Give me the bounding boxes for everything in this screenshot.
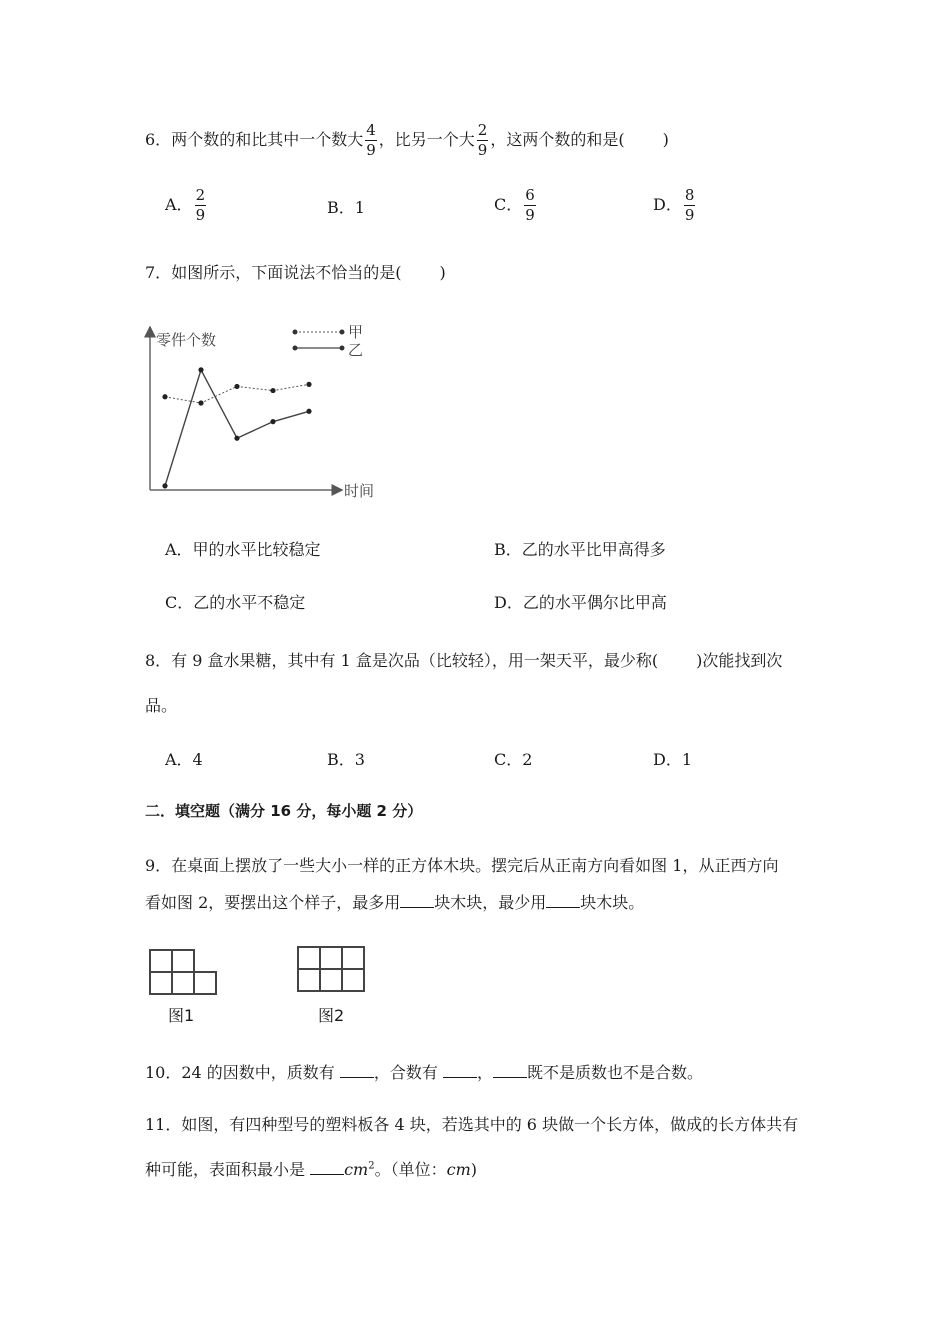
x-axis-label: 时间	[344, 482, 375, 500]
q7-option-a[interactable]: A．甲的水平比较稳定	[165, 540, 321, 559]
q6-option-b-label: B．	[327, 198, 355, 217]
q11-text-a: 种可能，表面积最小是	[145, 1160, 311, 1179]
q6-option-c-numerator: 6	[525, 186, 535, 204]
fig2-block	[342, 969, 364, 991]
q9-figure-1-label: 图1	[168, 1006, 195, 1025]
q6-stem	[145, 118, 669, 162]
q9-text-a: 看如图 2，要摆出这个样子，最多用	[145, 893, 401, 912]
series-yi-point	[270, 419, 275, 424]
series-jia-point	[234, 384, 239, 389]
q6-text-b: ，比另一个大	[378, 130, 475, 149]
q9-line-2	[145, 890, 644, 913]
q9-figure-2-label: 图2	[318, 1006, 345, 1025]
q8-text-end: )次能找到次	[696, 651, 783, 670]
q11-unit-2: cm	[446, 1160, 471, 1179]
q6-number: 6．	[145, 130, 172, 149]
q6-option-d-denominator: 9	[684, 206, 695, 224]
q8-option-a[interactable]: A．4	[165, 750, 203, 769]
q6-fraction-2	[477, 123, 489, 158]
q11-blank-area[interactable]	[310, 1160, 344, 1175]
q9-text-b: 块木块，最少用	[434, 893, 547, 912]
q6-frac1-numerator: 4	[366, 121, 376, 139]
q11-line-2	[145, 1157, 477, 1180]
q11-unit-superscript: 2	[368, 1160, 375, 1172]
q9-line-1: 9．在桌面上摆放了一些大小一样的正方体木块。摆完后从正南方向看如图 1，从正西方向	[145, 856, 779, 875]
q6-fraction-1	[365, 123, 377, 158]
q8-option-b[interactable]: B．3	[327, 750, 365, 769]
series-yi-point	[234, 436, 239, 441]
q7-close-paren: )	[439, 263, 446, 282]
q6-option-c-fraction	[524, 188, 536, 223]
q6-frac2-denominator: 9	[477, 141, 488, 159]
series-jia-point	[306, 382, 311, 387]
q9-text-c: 块木块。	[580, 893, 645, 912]
q6-option-a-fraction	[195, 188, 207, 223]
q7-option-d[interactable]: D．乙的水平偶尔比甲高	[494, 593, 667, 612]
fig2-block	[298, 947, 320, 969]
legend-yi-marker-left	[293, 346, 298, 351]
q9-blank-min[interactable]	[546, 893, 580, 908]
q8-line-2: 品。	[145, 696, 178, 715]
series-yi-point	[162, 483, 167, 488]
q7-stem	[145, 260, 446, 283]
chart-series-group	[162, 367, 311, 488]
fig1-block	[150, 950, 172, 972]
q9-figure-2	[294, 941, 369, 996]
q6-text-c: ，这两个数的和是(	[490, 130, 625, 149]
legend-jia-marker-left	[293, 330, 298, 335]
q10-text-d: 既不是质数也不是合数。	[527, 1063, 704, 1082]
q11-text-c: )	[470, 1160, 478, 1179]
section-2-title: 二．填空题（满分 16 分，每小题 2 分）	[145, 802, 423, 820]
q6-option-c-denominator: 9	[525, 206, 535, 224]
q10-blank-primes[interactable]	[340, 1063, 374, 1078]
q6-frac1-denominator: 9	[366, 141, 376, 159]
q9-blank-max[interactable]	[400, 893, 434, 908]
q6-option-a[interactable]	[165, 185, 208, 225]
q6-option-b[interactable]	[327, 195, 365, 218]
q10-text-c: ，	[477, 1063, 494, 1082]
fig1-block	[150, 972, 172, 994]
q6-option-d-fraction	[684, 188, 696, 223]
q10-text-a: 10．24 的因数中，质数有	[145, 1063, 340, 1082]
y-axis-label: 零件个数	[156, 331, 217, 349]
q6-option-d[interactable]	[653, 185, 697, 225]
legend-yi-marker-right	[340, 346, 345, 351]
fig2-block	[320, 947, 342, 969]
series-jia-point	[270, 388, 275, 393]
q6-option-c[interactable]	[494, 185, 538, 225]
legend-yi-label: 乙	[348, 341, 364, 359]
q6-option-d-label: D．	[653, 195, 682, 214]
fig2-block	[320, 969, 342, 991]
legend-jia-marker-right	[340, 330, 345, 335]
q6-close-paren: )	[662, 130, 669, 149]
q6-option-a-numerator: 2	[195, 186, 206, 204]
q7-option-b[interactable]: B．乙的水平比甲高得多	[494, 540, 666, 559]
q10-blank-composites[interactable]	[443, 1063, 477, 1078]
legend-jia-label: 甲	[348, 323, 364, 341]
q6-option-d-numerator: 8	[684, 186, 695, 204]
q8-option-c[interactable]: C．2	[494, 750, 533, 769]
fig2-block	[342, 947, 364, 969]
q11-line-1: 11．如图，有四种型号的塑料板各 4 块，若选其中的 6 块做一个长方体，做成的长方体共有	[145, 1115, 799, 1134]
q6-option-a-denominator: 9	[195, 206, 206, 224]
q10-blank-neither[interactable]	[493, 1063, 527, 1078]
q7-option-c[interactable]: C．乙的水平不稳定	[165, 593, 306, 612]
q6-text-a: 两个数的和比其中一个数大	[171, 130, 364, 149]
q6-option-c-label: C．	[494, 195, 523, 214]
q10-line	[145, 1060, 703, 1083]
series-yi-point	[198, 367, 203, 372]
q8-line-1	[145, 648, 782, 671]
fig2-block	[298, 969, 320, 991]
series-yi-point	[306, 409, 311, 414]
fig1-block	[172, 972, 194, 994]
fig1-block	[172, 950, 194, 972]
q8-text: 8．有 9 盒水果糖，其中有 1 盒是次品（比较轻），用一架天平，最少称(	[145, 651, 659, 670]
q9-figure-1	[146, 944, 221, 999]
q11-unit: cm	[344, 1160, 369, 1179]
q11-text-b: 。（单位：	[374, 1160, 447, 1179]
q6-frac2-numerator: 2	[477, 121, 488, 139]
q7-text: 如图所示，下面说法不恰当的是(	[171, 263, 402, 282]
series-jia-point	[198, 400, 203, 405]
series-jia-point	[162, 394, 167, 399]
q10-text-b: ，合数有	[373, 1063, 443, 1082]
q8-option-d[interactable]: D．1	[653, 750, 693, 769]
q7-line-chart	[130, 315, 390, 505]
q6-option-a-label: A．	[165, 195, 193, 214]
fig1-block	[194, 972, 216, 994]
q7-number: 7．	[145, 263, 172, 282]
q6-option-b-text: 1	[354, 198, 365, 217]
